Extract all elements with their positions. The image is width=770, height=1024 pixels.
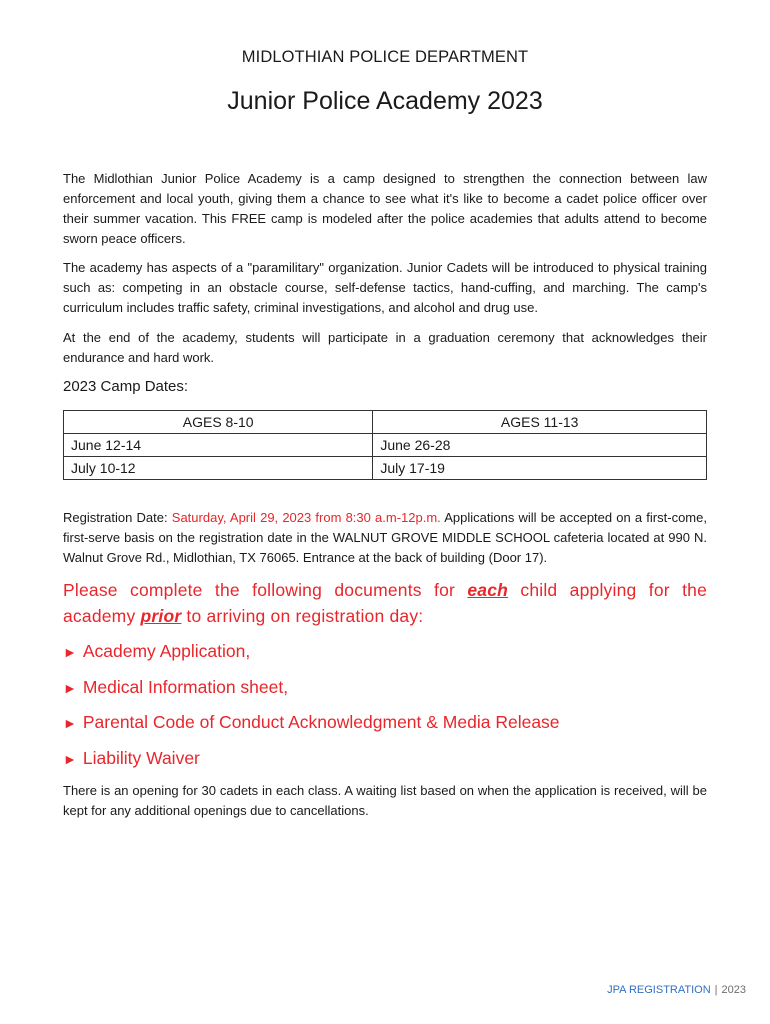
emphasis-prior: prior [140,606,182,626]
column-header: AGES 8-10 [64,411,373,434]
table-header-row [64,411,707,434]
camp-dates-table [63,410,707,480]
page-title: Junior Police Academy 2023 [227,87,543,115]
arrow-bullet-icon: ► [63,644,77,660]
list-item [63,708,560,744]
instructions-text: to arriving on registration day: [181,606,424,626]
footer-year: 2023 [721,984,746,996]
table-cell: June 26-28 [373,434,707,457]
document-name: Medical Information sheet, [82,676,289,697]
list-item [63,673,560,709]
arrow-bullet-icon: ► [63,715,77,731]
table-cell: July 17-19 [373,457,707,480]
registration-label: Registration Date: [63,510,172,525]
emphasis-each: each [467,580,509,600]
registration-details: Applications will be accepted on a first-come, first-serve basis on the registration date in the WALNUT GROVE MIDDLE SCHOOL cafeteria located at 990 N. Walnut Grove Rd., Midlothian, TX 76065. Entrance at the back of building (Door 17). [63,510,707,565]
opening-note: There is an opening for 30 cadets in each class. A waiting list based on when the application is received, will be kept for any additional openings due to cancellations. [63,783,707,818]
required-documents-list [63,637,560,779]
arrow-bullet-icon: ► [63,679,77,696]
registration-date: Saturday, April 29, 2023 from 8:30 a.m-12p.m. [171,510,441,525]
table-row [64,434,707,457]
arrow-bullet-icon: ► [63,750,77,767]
table-row [64,457,707,480]
document-name: Parental Code of Conduct Acknowledgment & Media Release [82,712,560,732]
intro-paragraph: The Midlothian Junior Police Academy is a camp designed to strengthen the connection between law enforcement and local youth, giving them a chance to see what it's like to become a cadet police officer over their summer vacation. This FREE camp is modeled after the police academies that adults attend to become sworn peace officers. [63,171,707,246]
instructions-text: child applying for the academy [63,580,708,626]
instructions-heading [63,577,707,629]
instructions-text: Please complete the following documents for [63,580,468,600]
list-item [63,744,560,780]
footer-separator: | [714,984,718,996]
academy-aspects-paragraph: The academy has aspects of a "paramilitary" organization. Junior Cadets will be introduced to physical training such as: competing in an obstacle course, self-defense tactics, hand-cuffing, and marching. The camp's curriculum includes traffic safety, criminal investigations, and alcohol and drug use. [63,260,707,315]
camp-dates-label: 2023 Camp Dates: [63,378,189,395]
table-cell: July 10-12 [64,457,373,480]
department-name: MIDLOTHIAN POLICE DEPARTMENT [241,48,529,66]
column-header: AGES 11-13 [373,411,707,434]
registration-paragraph [63,508,707,568]
list-item [63,637,560,673]
footer-label: JPA REGISTRATION [607,984,711,996]
table-cell: June 12-14 [64,434,373,457]
document-name: Liability Waiver [82,747,200,768]
graduation-paragraph: At the end of the academy, students will participate in a graduation ceremony that acknowledges their endurance and hard work. [63,330,707,365]
page-footer [607,984,746,996]
document-name: Academy Application, [82,641,251,661]
